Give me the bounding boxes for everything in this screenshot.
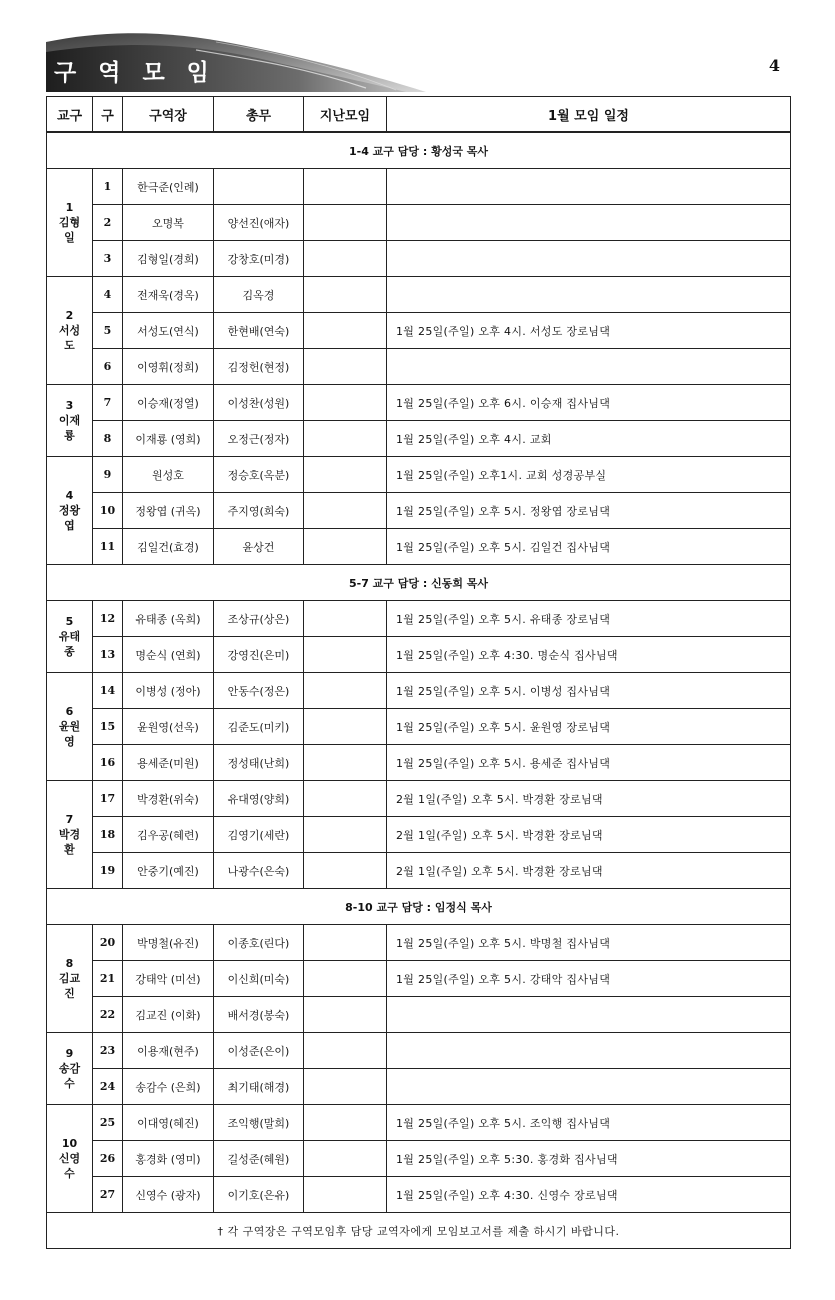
parish-label-line: 일 xyxy=(64,231,75,244)
last-meeting xyxy=(304,925,387,961)
leader-name: 한극준(인례) xyxy=(123,169,214,205)
leader-name: 정왕엽 (귀옥) xyxy=(123,493,214,529)
parish-label-line: 룡 xyxy=(64,429,75,442)
table-row xyxy=(47,169,791,205)
leader-name: 서성도(연식) xyxy=(123,313,214,349)
footer-note: † 각 구역장은 구역모임후 담당 교역자에게 모임보고서를 제출 하시기 바랍니다. xyxy=(47,1213,791,1249)
table-row xyxy=(47,1105,791,1141)
parish-label-line: 영 xyxy=(64,735,75,748)
header-leader: 구역장 xyxy=(123,97,214,133)
leader-name: 박경환(위숙) xyxy=(123,781,214,817)
parish-label-line: 3 xyxy=(65,399,74,412)
section-title: 5-7 교구 담당 : 신동희 목사 xyxy=(47,565,791,601)
last-meeting xyxy=(304,1177,387,1213)
leader-name: 원성호 xyxy=(123,457,214,493)
table-row xyxy=(47,817,791,853)
leader-name: 전재욱(경옥) xyxy=(123,277,214,313)
last-meeting xyxy=(304,817,387,853)
secretary-name: 양선진(애자) xyxy=(214,205,304,241)
secretary-name: 주지영(희숙) xyxy=(214,493,304,529)
district-number: 6 xyxy=(93,349,123,385)
meeting-schedule: 1월 25일(주일) 오후 5시. 유태종 장로님댁 xyxy=(387,601,791,637)
district-number: 10 xyxy=(93,493,123,529)
meeting-schedule xyxy=(387,277,791,313)
table-row xyxy=(47,1033,791,1069)
last-meeting xyxy=(304,349,387,385)
district-meeting-table xyxy=(46,96,791,1249)
secretary-name: 이성준(은이) xyxy=(214,1033,304,1069)
parish-label-line: 6 xyxy=(65,705,74,718)
header-secretary: 총무 xyxy=(214,97,304,133)
header-parish: 교구 xyxy=(47,97,93,133)
last-meeting xyxy=(304,601,387,637)
parish-label-line: 윤원 xyxy=(58,720,81,733)
last-meeting xyxy=(304,709,387,745)
parish-label-line: 김교 xyxy=(58,972,81,985)
secretary-name: 이기호(은유) xyxy=(214,1177,304,1213)
parish-label-line: 김형 xyxy=(58,216,81,229)
secretary-name: 이신희(미숙) xyxy=(214,961,304,997)
meeting-schedule xyxy=(387,1069,791,1105)
parish-label-line: 환 xyxy=(64,843,75,856)
meeting-schedule: 1월 25일(주일) 오후 5시. 이병성 집사님댁 xyxy=(387,673,791,709)
parish-label-line: 7 xyxy=(65,813,74,826)
leader-name: 이재룡 (영희) xyxy=(123,421,214,457)
table-row xyxy=(47,1141,791,1177)
secretary-name: 조익행(말희) xyxy=(214,1105,304,1141)
secretary-name: 강영진(은미) xyxy=(214,637,304,673)
district-number: 3 xyxy=(93,241,123,277)
secretary-name: 정승호(옥분) xyxy=(214,457,304,493)
last-meeting xyxy=(304,637,387,673)
leader-name: 윤원영(선옥) xyxy=(123,709,214,745)
meeting-schedule xyxy=(387,205,791,241)
leader-name: 이영휘(정희) xyxy=(123,349,214,385)
meeting-schedule: 2월 1일(주일) 오후 5시. 박경환 장로님댁 xyxy=(387,853,791,889)
district-number: 20 xyxy=(93,925,123,961)
district-number: 27 xyxy=(93,1177,123,1213)
leader-name: 안중기(예진) xyxy=(123,853,214,889)
table-row xyxy=(47,349,791,385)
meeting-schedule xyxy=(387,997,791,1033)
last-meeting xyxy=(304,1141,387,1177)
parish-label xyxy=(47,1105,93,1213)
parish-label-line: 도 xyxy=(64,339,75,352)
parish-label-line: 수 xyxy=(64,1167,75,1180)
parish-label-line: 2 xyxy=(65,309,74,322)
last-meeting xyxy=(304,745,387,781)
secretary-name: 최기태(해경) xyxy=(214,1069,304,1105)
meeting-schedule: 1월 25일(주일) 오후 4시. 서성도 장로님댁 xyxy=(387,313,791,349)
meeting-schedule: 2월 1일(주일) 오후 5시. 박경환 장로님댁 xyxy=(387,781,791,817)
secretary-name: 배서경(봉숙) xyxy=(214,997,304,1033)
meeting-schedule: 1월 25일(주일) 오후 5시. 조익행 집사님댁 xyxy=(387,1105,791,1141)
meeting-schedule: 1월 25일(주일) 오후 4시. 교회 xyxy=(387,421,791,457)
last-meeting xyxy=(304,961,387,997)
parish-label-line: 정왕 xyxy=(58,504,81,517)
parish-label xyxy=(47,781,93,889)
last-meeting xyxy=(304,997,387,1033)
page-title: 구 역 모 임 xyxy=(54,60,216,86)
table-row xyxy=(47,745,791,781)
meeting-schedule: 1월 25일(주일) 오후1시. 교회 성경공부실 xyxy=(387,457,791,493)
leader-name: 김일건(효경) xyxy=(123,529,214,565)
meeting-schedule: 1월 25일(주일) 오후 5시. 윤원영 장로님댁 xyxy=(387,709,791,745)
meeting-schedule: 1월 25일(주일) 오후 5:30. 홍경화 집사님댁 xyxy=(387,1141,791,1177)
meeting-schedule: 1월 25일(주일) 오후 4:30. 신영수 장로님댁 xyxy=(387,1177,791,1213)
leader-name: 홍경화 (영미) xyxy=(123,1141,214,1177)
parish-label-line: 8 xyxy=(65,957,74,970)
district-number: 26 xyxy=(93,1141,123,1177)
table-row xyxy=(47,637,791,673)
last-meeting xyxy=(304,673,387,709)
leader-name: 이승재(정열) xyxy=(123,385,214,421)
table-row xyxy=(47,1069,791,1105)
parish-label-line: 9 xyxy=(65,1047,74,1060)
table-row xyxy=(47,673,791,709)
meeting-schedule xyxy=(387,1033,791,1069)
leader-name: 용세준(미원) xyxy=(123,745,214,781)
district-number: 18 xyxy=(93,817,123,853)
district-number: 22 xyxy=(93,997,123,1033)
leader-name: 신영수 (광자) xyxy=(123,1177,214,1213)
parish-label xyxy=(47,169,93,277)
table-row xyxy=(47,385,791,421)
meeting-schedule: 1월 25일(주일) 오후 5시. 강태악 집사님댁 xyxy=(387,961,791,997)
table-row xyxy=(47,601,791,637)
secretary-name: 유대영(양희) xyxy=(214,781,304,817)
parish-label-line: 1 xyxy=(65,201,74,214)
table-row xyxy=(47,925,791,961)
section-title: 1-4 교구 담당 : 황성국 목사 xyxy=(47,132,791,169)
district-number: 25 xyxy=(93,1105,123,1141)
meeting-schedule xyxy=(387,241,791,277)
section-title: 8-10 교구 담당 : 임정식 목사 xyxy=(47,889,791,925)
meeting-schedule: 1월 25일(주일) 오후 5시. 정왕엽 장로님댁 xyxy=(387,493,791,529)
last-meeting xyxy=(304,529,387,565)
leader-name: 명순식 (연희) xyxy=(123,637,214,673)
district-number: 16 xyxy=(93,745,123,781)
secretary-name: 윤상건 xyxy=(214,529,304,565)
district-number: 13 xyxy=(93,637,123,673)
leader-name: 강태악 (미선) xyxy=(123,961,214,997)
last-meeting xyxy=(304,277,387,313)
parish-label xyxy=(47,277,93,385)
section-header-row xyxy=(47,565,791,601)
secretary-name: 김영기(세란) xyxy=(214,817,304,853)
leader-name: 김우공(혜련) xyxy=(123,817,214,853)
last-meeting xyxy=(304,493,387,529)
parish-label-line: 수 xyxy=(64,1077,75,1090)
last-meeting xyxy=(304,853,387,889)
district-number: 5 xyxy=(93,313,123,349)
secretary-name: 김옥경 xyxy=(214,277,304,313)
meeting-schedule: 1월 25일(주일) 오후 6시. 이승재 집사님댁 xyxy=(387,385,791,421)
parish-label-line: 신영 xyxy=(58,1152,81,1165)
leader-name: 김교진 (이화) xyxy=(123,997,214,1033)
header-schedule: 1월 모임 일정 xyxy=(387,97,791,133)
secretary-name xyxy=(214,169,304,205)
parish-label-line: 5 xyxy=(65,615,74,628)
meeting-schedule: 1월 25일(주일) 오후 5시. 박명철 집사님댁 xyxy=(387,925,791,961)
leader-name: 김형일(경희) xyxy=(123,241,214,277)
parish-label-line: 서성 xyxy=(58,324,81,337)
meeting-schedule: 1월 25일(주일) 오후 4:30. 명순식 집사님댁 xyxy=(387,637,791,673)
parish-label xyxy=(47,925,93,1033)
leader-name: 오명복 xyxy=(123,205,214,241)
table-row xyxy=(47,961,791,997)
table-row xyxy=(47,997,791,1033)
leader-name: 유태종 (옥희) xyxy=(123,601,214,637)
last-meeting xyxy=(304,1033,387,1069)
district-number: 14 xyxy=(93,673,123,709)
meeting-schedule: 1월 25일(주일) 오후 5시. 용세준 집사님댁 xyxy=(387,745,791,781)
secretary-name: 이종호(린다) xyxy=(214,925,304,961)
secretary-name: 김준도(미키) xyxy=(214,709,304,745)
secretary-name: 나광수(은숙) xyxy=(214,853,304,889)
district-number: 7 xyxy=(93,385,123,421)
parish-label-line: 10 xyxy=(61,1137,78,1150)
last-meeting xyxy=(304,781,387,817)
secretary-name: 한현배(연숙) xyxy=(214,313,304,349)
last-meeting xyxy=(304,169,387,205)
leader-name: 이용재(현주) xyxy=(123,1033,214,1069)
table-row xyxy=(47,313,791,349)
district-number: 24 xyxy=(93,1069,123,1105)
parish-label-line: 유태 xyxy=(58,630,81,643)
district-number: 8 xyxy=(93,421,123,457)
secretary-name: 정성태(난희) xyxy=(214,745,304,781)
table-row xyxy=(47,493,791,529)
meeting-schedule xyxy=(387,349,791,385)
district-number: 1 xyxy=(93,169,123,205)
last-meeting xyxy=(304,241,387,277)
secretary-name: 오정근(정자) xyxy=(214,421,304,457)
secretary-name: 강창호(미경) xyxy=(214,241,304,277)
parish-label xyxy=(47,1033,93,1105)
secretary-name: 안동수(정은) xyxy=(214,673,304,709)
last-meeting xyxy=(304,385,387,421)
district-number: 9 xyxy=(93,457,123,493)
district-number: 17 xyxy=(93,781,123,817)
parish-label xyxy=(47,673,93,781)
district-number: 15 xyxy=(93,709,123,745)
leader-name: 이병성 (정아) xyxy=(123,673,214,709)
table-row xyxy=(47,205,791,241)
parish-label xyxy=(47,601,93,673)
page-number: 4 xyxy=(768,56,780,75)
table-row xyxy=(47,277,791,313)
header-last-meeting: 지난모임 xyxy=(304,97,387,133)
parish-label-line: 박경 xyxy=(58,828,81,841)
last-meeting xyxy=(304,457,387,493)
table-row xyxy=(47,1177,791,1213)
district-number: 21 xyxy=(93,961,123,997)
parish-label xyxy=(47,385,93,457)
district-number: 23 xyxy=(93,1033,123,1069)
secretary-name: 김정헌(현정) xyxy=(214,349,304,385)
table-row xyxy=(47,457,791,493)
parish-label xyxy=(47,457,93,565)
district-number: 12 xyxy=(93,601,123,637)
meeting-schedule: 2월 1일(주일) 오후 5시. 박경환 장로님댁 xyxy=(387,817,791,853)
section-header-row xyxy=(47,889,791,925)
district-number: 11 xyxy=(93,529,123,565)
parish-label-line: 송감 xyxy=(58,1062,81,1075)
last-meeting xyxy=(304,1069,387,1105)
secretary-name: 이성찬(성원) xyxy=(214,385,304,421)
parish-label-line: 종 xyxy=(64,645,75,658)
section-header-row xyxy=(47,132,791,169)
district-number: 19 xyxy=(93,853,123,889)
table-row xyxy=(47,709,791,745)
leader-name: 이대영(혜진) xyxy=(123,1105,214,1141)
parish-label-line: 진 xyxy=(64,987,75,1000)
parish-label-line: 엽 xyxy=(64,519,75,532)
leader-name: 박명철(유진) xyxy=(123,925,214,961)
meeting-schedule: 1월 25일(주일) 오후 5시. 김일건 집사님댁 xyxy=(387,529,791,565)
table-header-row xyxy=(47,97,791,133)
district-number: 4 xyxy=(93,277,123,313)
secretary-name: 조상규(상은) xyxy=(214,601,304,637)
secretary-name: 길성준(혜원) xyxy=(214,1141,304,1177)
last-meeting xyxy=(304,313,387,349)
last-meeting xyxy=(304,1105,387,1141)
table-row xyxy=(47,781,791,817)
table-row xyxy=(47,421,791,457)
district-number: 2 xyxy=(93,205,123,241)
table-row xyxy=(47,241,791,277)
last-meeting xyxy=(304,421,387,457)
table-body xyxy=(47,132,791,1249)
meeting-schedule xyxy=(387,169,791,205)
parish-label-line: 이재 xyxy=(58,414,81,427)
parish-label-line: 4 xyxy=(65,489,74,502)
footer-row xyxy=(47,1213,791,1249)
table-row xyxy=(47,529,791,565)
last-meeting xyxy=(304,205,387,241)
table-row xyxy=(47,853,791,889)
header-district: 구 xyxy=(93,97,123,133)
leader-name: 송감수 (은희) xyxy=(123,1069,214,1105)
